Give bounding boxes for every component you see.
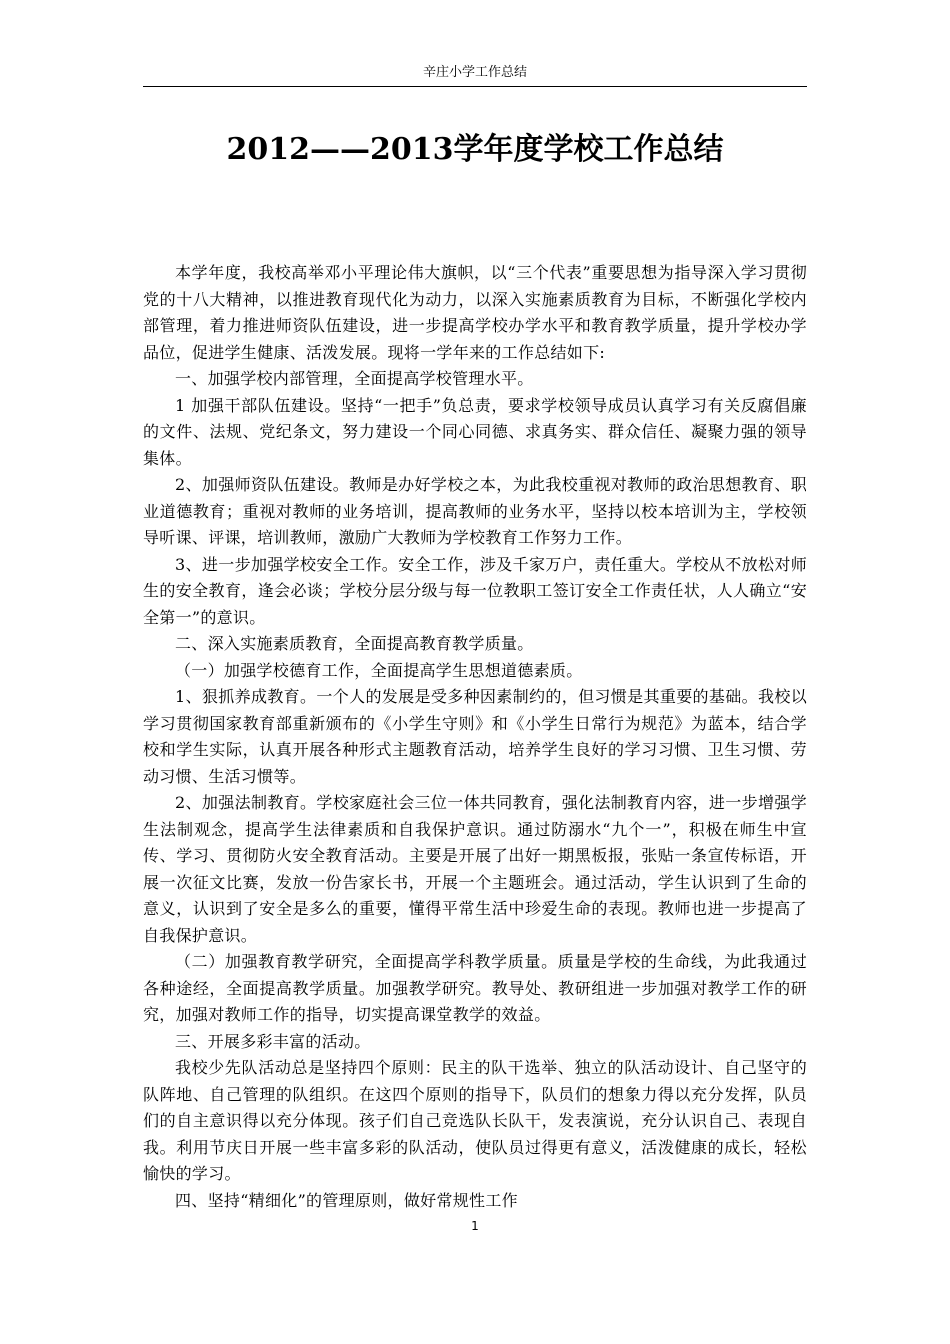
page-number: 1 bbox=[471, 1219, 479, 1233]
paragraph: 我校少先队活动总是坚持四个原则：民主的队干选举、独立的队活动设计、自己坚守的队阵地、自己管理的队组织。在这四个原则的指导下，队员们的想象力得以充分发挥，队员们的自主意识得以充分体现。孩子们自己竞选队长队干，发表演说，充分认识自己、表现自我。利用节庆日开展一些丰富多彩的队活动，使队员过得更有意义，活泼健康的成长，轻松愉快的学习。 bbox=[143, 1058, 807, 1183]
subsection-heading: （一）加强学校德育工作，全面提高学生思想道德素质。 bbox=[175, 660, 583, 680]
paragraph: 3、进一步加强学校安全工作。安全工作，涉及千家万户，责任重大。学校从不放松对师生的安全教育，逢会必谈；学校分层分级与每一位教职工签订安全工作责任状，人人确立“安全第一”的意识。 bbox=[143, 554, 807, 627]
section-heading-4: 四、坚持“精细化”的管理原则，做好常规性工作 bbox=[175, 1190, 518, 1210]
paragraph: 1 加强干部队伍建设。坚持“一把手”负总责，要求学校领导成员认真学习有关反腐倡廉的文件、法规、党纪条文，努力建设一个同心同德、求真务实、群众信任、凝聚力强的领导集体。 bbox=[143, 395, 807, 468]
document-body bbox=[143, 260, 807, 1214]
header-divider bbox=[143, 86, 807, 87]
paragraph: （二）加强教育教学研究，全面提高学科教学质量。质量是学校的生命线，为此我通过各种途经，全面提高教学质量。加强教学研究。教导处、教研组进一步加强对教学工作的研究，加强对教师工作的指导，切实提高课堂教学的效益。 bbox=[143, 952, 807, 1024]
running-header: 辛庄小学工作总结 bbox=[422, 65, 527, 80]
paragraph: 2、加强师资队伍建设。教师是办好学校之本，为此我校重视对教师的政治思想教育、职业道德教育；重视对教师的业务培训，提高教师的业务水平，坚持以校本培训为主，学校领导听课、评课，培训教师，激励广大教师为学校教育工作努力工作。 bbox=[143, 475, 807, 547]
paragraph: 1、狠抓养成教育。一个人的发展是受多种因素制约的，但习惯是其重要的基础。我校以学习贯彻国家教育部重新颁布的《小学生守则》和《小学生日常行为规范》为蓝本，结合学校和学生实际，认真开展各种形式主题教育活动，培养学生良好的学习习惯、卫生习惯、劳动习惯、生活习惯等。 bbox=[143, 687, 807, 786]
section-heading-2: 二、深入实施素质教育，全面提高教育教学质量。 bbox=[175, 634, 534, 653]
paragraph-intro: 本学年度，我校高举邓小平理论伟大旗帜，以“三个代表”重要思想为指导深入学习贯彻党的十八大精神，以推进教育现代化为动力，以深入实施素质教育为目标，不断强化学校内部管理，着力推进师资队伍建设，进一步提高学校办学水平和教育教学质量，提升学校办学品位，促进学生健康、活泼发展。现将一学年来的工作总结如下: bbox=[143, 263, 807, 362]
document-title: 2012——2013学年度学校工作总结 bbox=[226, 132, 724, 167]
section-heading-3: 三、开展多彩丰富的活动。 bbox=[175, 1031, 371, 1051]
paragraph: 2、加强法制教育。学校家庭社会三位一体共同教育，强化法制教育内容，进一步增强学生法制观念，提高学生法律素质和自我保护意识。通过防溺水“九个一”，积极在师生中宣传、学习、贯彻防火安全教育活动。主要是开展了出好一期黑板报，张贴一条宣传标语，开展一次征文比赛，发放一份告家长书，开展一个主题班会。通过活动，学生认识到了生命的意义，认识到了安全是多么的重要，懂得平常生活中珍爱生命的表现。教师也进一步提高了自我保护意识。 bbox=[143, 793, 807, 945]
section-heading-1: 一、加强学校内部管理，全面提高学校管理水平。 bbox=[175, 369, 534, 388]
